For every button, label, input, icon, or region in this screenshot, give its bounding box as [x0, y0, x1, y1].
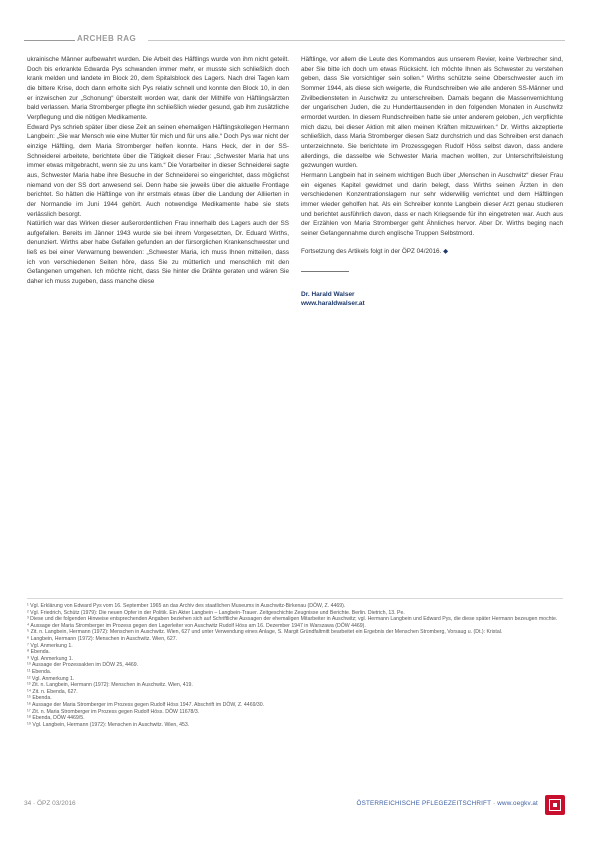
footnote: ¹ Vgl. Erklärung von Edward Pys vom 16. September 1965 an das Archiv des staatlichen Museums in Auschwitz-Birkenau (DÖW, Z. 4469).: [27, 603, 346, 609]
footnote: ⁷ Vgl. Anmerkung 1.: [27, 642, 73, 649]
author-divider: [301, 271, 349, 272]
footnote: ¹⁹ Vgl. Langbein, Hermann (1972): Menschen in Auschwitz. Wien, 453.: [27, 721, 190, 728]
author-block: [301, 290, 563, 308]
end-mark-icon: ◆: [443, 248, 448, 256]
footnote: ¹³ Zit. n. Langbein, Hermann (1972): Menschen in Auschwitz. Wien, 419.: [27, 682, 193, 689]
header-rule-left: [24, 40, 75, 41]
footnote: ¹⁵ Ebenda.: [27, 695, 52, 702]
publication-name[interactable]: ÖSTERREICHISCHE PFLEGEZEITSCHRIFT · www.oegkv.at: [356, 800, 538, 807]
left-column: [27, 55, 289, 287]
section-label: ARCHEB RAG: [77, 34, 137, 43]
footnote: ⁸ Ebenda.: [27, 649, 50, 656]
footnote: ¹² Vgl. Anmerkung 1.: [27, 675, 75, 682]
footnote: ¹⁴ Zit. n. Ebenda, 627.: [27, 688, 78, 695]
author-name: Dr. Harald Walser: [301, 291, 355, 299]
footnote: ¹¹ Ebenda.: [27, 668, 52, 675]
paragraph: Edward Pys schrieb später über diese Zeit an seinen ehemaligen Häftlingskollegen Hermann Langbein: „Sie war Mensch wie eine Mutter für mich und für uns alle.“ Doch Pys war nicht der einzige Häftling, dem Maria Stromberger helfen konnte. Hans Heck, der in der SS-Schneiderei arbeitete, berichtete über die Tätigkeit dieser Frau: „Schwester Maria hat uns immer etwas mitgebracht, wenn sie zu uns kam.“ Die Vorarbeiter in dieser Schneiderei sagte aus, Schwester Maria habe ihre Besuche in der Schneiderei so eingerichtet, dass möglichst niemand von der SS dort anwesend sei. Denn habe sie jeweils über die aktuelle Frontlage berichtet. So hätten die Häftlinge von ihr erstmals etwas über die Landung der Alliierten in der Normandie im Juni 1944 gehört. Auch notwendige Medikamente habe sie stets verlässlich besorgt.: [27, 123, 289, 218]
oegkv-logo-icon: [545, 795, 565, 815]
footnotes-divider: [27, 598, 563, 599]
footnote: ⁵ Zit. n. Langbein, Hermann (1972): Menschen in Auschwitz. Wien, 627 und unter Verwendung eines Anlage, S. Margit Gründfaltmitt bearbeitet ein Ergebnis der Menschen Stromberg, Vorsaug u. (Dt.): Kristal.: [27, 629, 503, 636]
continuation-note: Fortsetzung des Artikels folgt in der ÖPZ 04/2016. ◆: [301, 248, 448, 256]
footnote: ³ Diese und die folgenden Hinweise entsprechenden Angaben beziehen sich auf Schriftliche Aussagen der ehemaligen Mitarbeiter in Auschwitz; vgl. Hermann Langbein und Edward Pys, die diese später Hermann bezeugen mochte.: [27, 616, 558, 623]
footnote: ⁴ Aussage der Maria Stromberger im Prozess gegen den Lagerleiter von Auschwitz Rudolf Höss am 16. Dezember 1947 in Warszawa (DÖW 4469).: [27, 622, 366, 629]
footnote: ⁹ Vgl. Anmerkung 1.: [27, 655, 74, 662]
header-rule-right: [148, 40, 565, 41]
right-column: [301, 55, 563, 308]
page-number: 34 · ÖPZ 03/2016: [24, 800, 76, 807]
footnote: ² Vgl. Friedrich, Schütz (1979): Die neuen Opfer in der Politik. Ein Akter Langbein – Langbein-Trauer. Zeitgeschichte Zeugnisse und Berichte. Berlin. Dietrich, 13. Pe.: [27, 609, 405, 616]
paragraph: Hermann Langbein hat in seinem wichtigen Buch über „Menschen in Auschwitz“ dieser Frau ein eigenes Kapitel gewidmet und darin belegt, dass Wirths seinen Ärzten in den verschiedenen Konzentrationslagern nur sehr widerwillig verrichtet und dem Häftlingen immer wieder geholfen hat. Als ein Schreiber konnte Langbein dieser Arzt genau studieren und berichtet ausführlich davon, dass er nach Kriegsende für ihn eingetreten war. Auch aus der Erzählen von Maria Stromberger geht Ähnliches hervor. Aber Dr. Wirths beging nach seiner Gefangennahme durch englische Truppen Selbstmord.: [301, 171, 563, 237]
paragraph: ukrainische Männer aufbewahrt wurden. Die Arbeit des Häftlings wurde von ihm nicht geteilt. Doch bis erkrankte Edwarda Pys schwanden immer mehr, er musste sich schließlich doch krank melden und landete im Block 20, dem Spitalsblock des Lagers. Nach drei Tagen kam die bittere Krise, doch dann erholte sich Pys relativ schnell und konnte den Block 10, in den er inzwischen zur „Schonung“ überstellt worden war, dank der Mithilfe von Häftlingsärzten bald verlassen. Maria Stromberger pflegte ihn schließlich wieder gesund, gab ihm zusätzliche Verpflegung und die nötigen Medikamente.: [27, 56, 289, 121]
page-footer: [24, 795, 565, 815]
author-website-link[interactable]: www.haraldwalser.at: [301, 300, 365, 308]
footnote: ¹⁶ Aussage der Maria Stromberger im Prozess gegen Rudolf Höss 1947. Abschrift im DÖW, Z. 4469/30.: [27, 701, 265, 708]
footnote: ¹⁷ Zit. n. Maria Stromberger im Prozess gegen Rudolf Höss. DÖW 11678/3.: [27, 708, 200, 715]
footnote: ¹⁰ Aussage der Prozessakten im DÖW 25, 4469.: [27, 662, 139, 669]
footnote: ⁶ Langbein, Hermann (1972): Menschen in Auschwitz. Wien, 627.: [27, 635, 178, 642]
paragraph: Häftlinge, vor allem die Leute des Kommandos aus unserem Revier, keine Verbrecher sind, aber Sie bitte ich doch um etwas Rücksicht. Ich möchte Ihnen als Schwester zu verstehen geben, dass Sie vorsichtiger sein sollen.“ Wirths schützte seine Oberschwester auch im Sommer 1944, als diese sich weigerte, die Rundschreiben wie alle anderen SS-Männer und Zivilbediensteten in Auschwitz zu unterschreiben. Damals begann die Massenvernichtung der ungarischen Juden, die zu Hunderttausenden in den folgenden Monaten in Auschwitz ermordet wurden. In diesem Rundschreiben hatte sie unter anderem geloben, „ich verpflichte mich dazu, bei dieser Aktion mit allen meinen Kräften mitzuwirken.“ Dr. Wirths akzeptierte schließlich, dass Maria Stromberger diesen Satz durchstrich und das Schreiben erst danach unterzeichnete. Sie berichtete im Prozessgegen Rudolf Höss selbst davon, dass andere allerdings, die dasselbe wie Schwester Maria machen wollten, zur Unterschriftsleistung gezwungen wurden.: [301, 56, 563, 170]
footnote: ¹⁸ Ebenda, DÖW 4469/5.: [27, 715, 85, 722]
page-header: [24, 34, 565, 43]
paragraph: Natürlich war das Wirken dieser außerordentlichen Frau innerhalb des Lagers auch der SS aufgefallen. Bereits im Jänner 1943 wurde sie bei ihrem Vorgesetzten, Dr. Eduard Wirths, denunziert. Wirths aber habe Gefallen gefunden an der fürsorglichen Krankenschwester und ließ es bei einer Verwarnung bewenden: „Schwester Maria, ich muss Ihnen mitteilen, dass ich von verschiedenen Seiten höre, dass Sie zu mütterlich und menschlich mit den Gefangenen umgehen. Ich möchte nicht, dass Sie hinter die Drähte geraten und wären Sie daher ich muss zugeben, dass manche diese: [27, 220, 289, 286]
footnotes: [27, 603, 563, 728]
